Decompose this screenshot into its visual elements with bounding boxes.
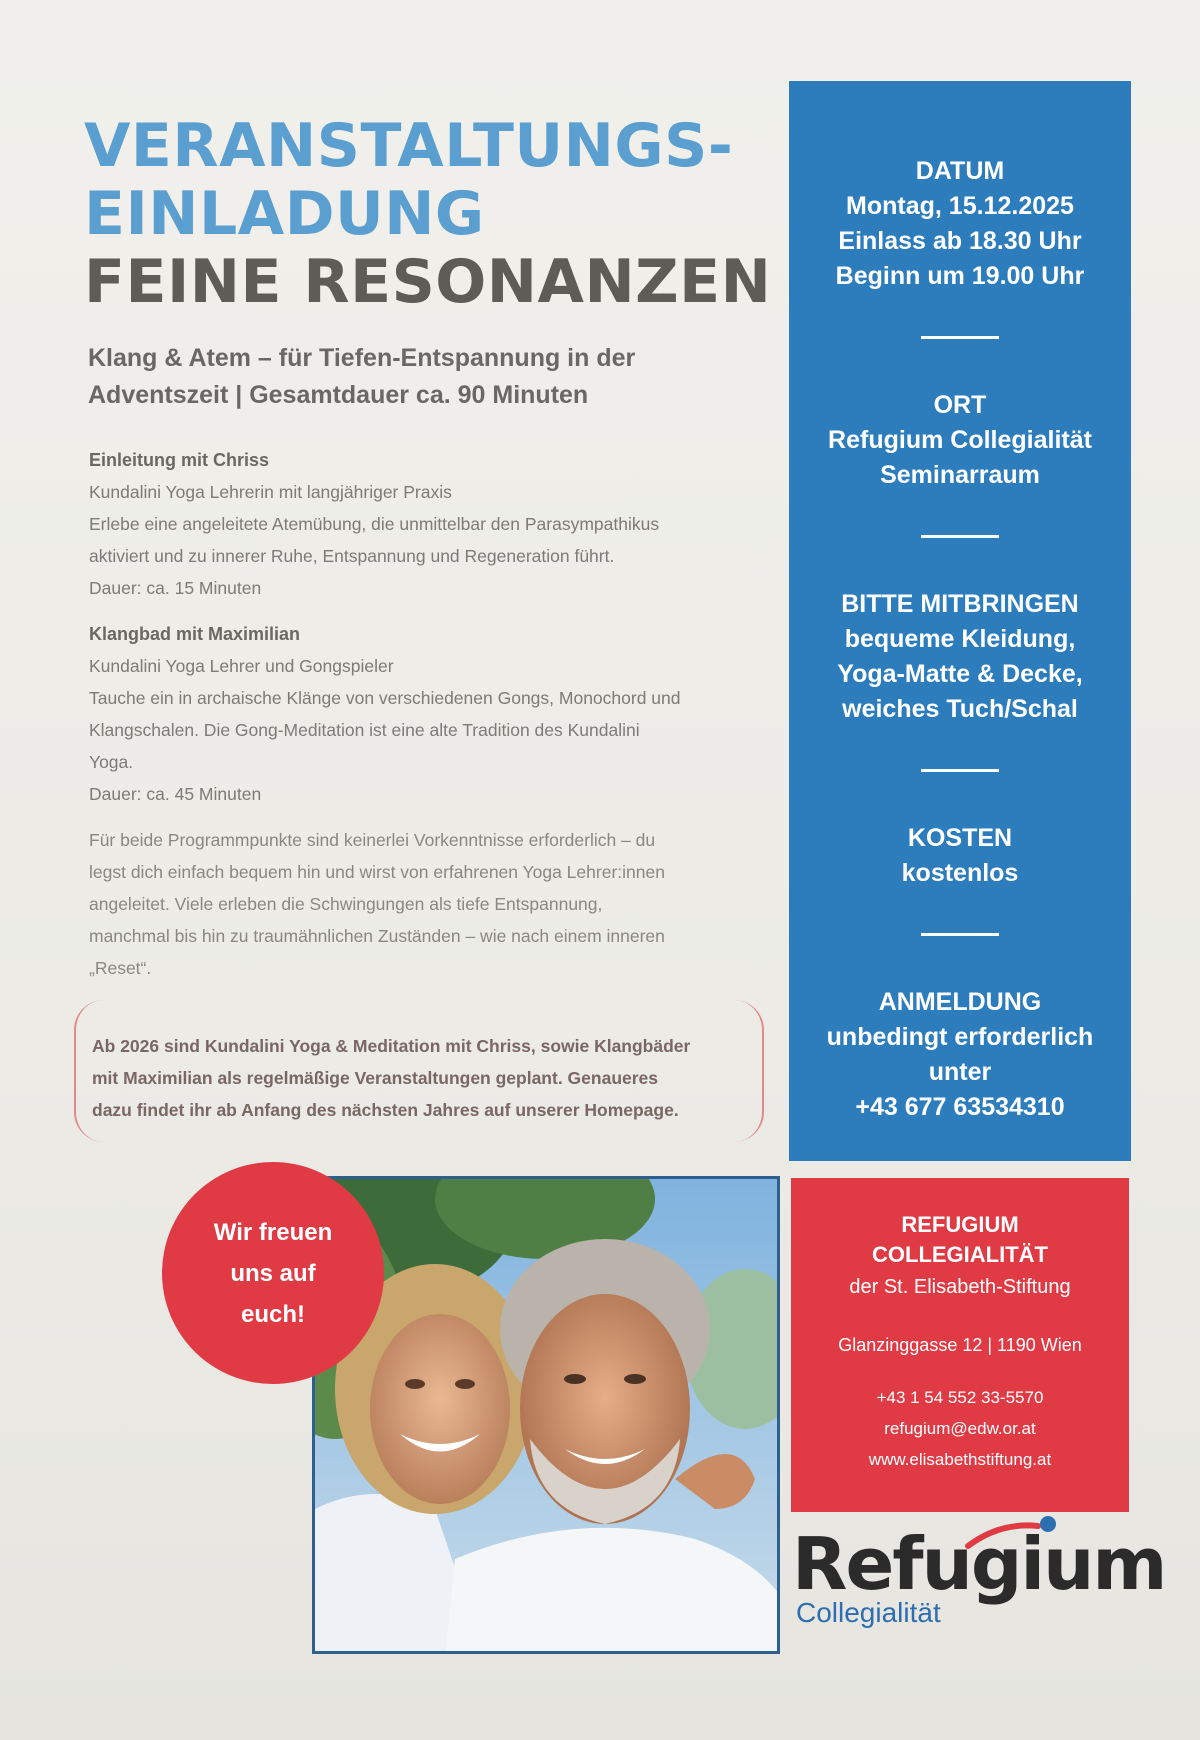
place-line-1: Refugium Collegialität — [828, 426, 1092, 454]
hosts-photo — [312, 1176, 780, 1654]
date-line-1: Montag, 15.12.2025 — [846, 192, 1074, 220]
program-sound — [89, 618, 759, 810]
info-divider — [921, 769, 999, 772]
title-block — [84, 111, 772, 317]
bring-line-1: bequeme Kleidung, — [844, 625, 1076, 653]
bubble-line-1: Wir freuen — [213, 1218, 333, 1246]
info-date — [789, 153, 1131, 294]
info-register — [789, 984, 1131, 1125]
subtitle-line-1: Klang & Atem – für Tiefen-Entspannung in der — [88, 344, 636, 372]
cost-line-1: kostenlos — [901, 859, 1019, 887]
note-line-1: Ab 2026 sind Kundalini Yoga & Meditation mit Chriss, sowie Klangbäder — [92, 1036, 691, 1056]
info-divider — [921, 535, 999, 538]
bubble-line-2: uns auf — [230, 1259, 316, 1287]
closing-line-1: Für beide Programmpunkte sind keinerlei Vorkenntnisse erforderlich – du — [89, 830, 656, 850]
info-divider — [921, 933, 999, 936]
bring-label: BITTE MITBRINGEN — [841, 590, 1079, 618]
event-info-panel — [789, 81, 1131, 1161]
sound-heading: Klangbad mit Maximilian — [89, 624, 301, 644]
program-intro — [89, 444, 759, 604]
closing-line-3: angeleitet. Viele erleben die Schwingungen als tiefe Entspannung, — [89, 894, 603, 914]
sound-duration: Dauer: ca. 45 Minuten — [89, 784, 262, 804]
subtitle-line-2: Adventszeit | Gesamtdauer ca. 90 Minuten — [88, 381, 589, 409]
contact-address: Glanzinggasse 12 | 1190 Wien — [838, 1335, 1082, 1355]
info-cost — [789, 820, 1131, 891]
logo-subline: Collegialität — [796, 1597, 941, 1628]
place-label: ORT — [933, 391, 987, 419]
intro-text-1: Erlebe eine angeleitete Atemübung, die unmittelbar den Parasympathikus — [89, 514, 660, 534]
cost-label: KOSTEN — [907, 824, 1013, 852]
info-divider — [921, 336, 999, 339]
sound-text-3: Yoga. — [89, 752, 134, 772]
contact-phone[interactable]: +43 1 54 552 33-5570 — [876, 1388, 1044, 1407]
contact-title-2: COLLEGIALITÄT — [872, 1242, 1048, 1267]
future-events-note — [74, 1000, 764, 1142]
note-line-2: mit Maximilian als regelmäßige Veranstaltungen geplant. Genaueres — [92, 1068, 659, 1088]
bubble-line-3: euch! — [240, 1300, 305, 1328]
refugium-logo — [792, 1512, 1166, 1632]
intro-heading: Einleitung mit Chriss — [89, 450, 270, 470]
info-place — [789, 387, 1131, 493]
register-line-1: unbedingt erforderlich — [826, 1023, 1094, 1051]
contact-title-1: REFUGIUM — [901, 1212, 1019, 1237]
title-line-3: FEINE RESONANZEN — [84, 247, 772, 317]
register-phone[interactable]: +43 677 63534310 — [855, 1093, 1065, 1121]
intro-text-2: aktiviert und zu innerer Ruhe, Entspannung und Regeneration führt. — [89, 546, 615, 566]
info-bring — [789, 586, 1131, 727]
contact-website[interactable]: www.elisabethstiftung.at — [868, 1450, 1052, 1469]
program-closing — [89, 824, 759, 984]
subtitle — [88, 340, 728, 414]
bring-line-3: weiches Tuch/Schal — [842, 695, 1078, 723]
register-line-2: unter — [928, 1058, 992, 1086]
intro-role: Kundalini Yoga Lehrerin mit langjähriger Praxis — [89, 482, 452, 502]
closing-line-2: legst dich einfach bequem hin und wirst von erfahrenen Yoga Lehrer:innen — [89, 862, 665, 882]
title-line-2: EINLADUNG — [84, 179, 485, 249]
welcome-bubble — [162, 1162, 384, 1384]
program-description — [89, 444, 759, 998]
date-label: DATUM — [915, 157, 1005, 185]
closing-line-4: manchmal bis hin zu traumähnlichen Zuständen – wie nach einem inneren — [89, 926, 665, 946]
contact-spacer — [791, 1360, 1129, 1382]
intro-duration: Dauer: ca. 15 Minuten — [89, 578, 262, 598]
contact-subtitle: der St. Elisabeth-Stiftung — [849, 1276, 1071, 1298]
date-line-2: Einlass ab 18.30 Uhr — [838, 227, 1082, 255]
sound-role: Kundalini Yoga Lehrer und Gongspieler — [89, 656, 394, 676]
hosts-photo-illustration — [315, 1179, 780, 1654]
note-line-3: dazu findet ihr ab Anfang des nächsten Jahres auf unserer Homepage. — [92, 1100, 679, 1120]
place-line-2: Seminarraum — [880, 461, 1040, 489]
logo-wordmark: Refugium — [792, 1522, 1166, 1606]
date-line-3: Beginn um 19.00 Uhr — [835, 262, 1085, 290]
title-line-1: VERANSTALTUNGS- — [84, 111, 734, 181]
contact-email[interactable]: refugium@edw.or.at — [884, 1419, 1036, 1438]
register-label: ANMELDUNG — [878, 988, 1042, 1016]
closing-line-5: „Reset“. — [89, 958, 152, 978]
contact-card — [791, 1178, 1129, 1512]
sound-text-1: Tauche ein in archaische Klänge von verschiedenen Gongs, Monochord und — [89, 688, 681, 708]
sound-text-2: Klangschalen. Die Gong-Meditation ist eine alte Tradition des Kundalini — [89, 720, 640, 740]
bring-line-2: Yoga-Matte & Decke, — [837, 660, 1083, 688]
